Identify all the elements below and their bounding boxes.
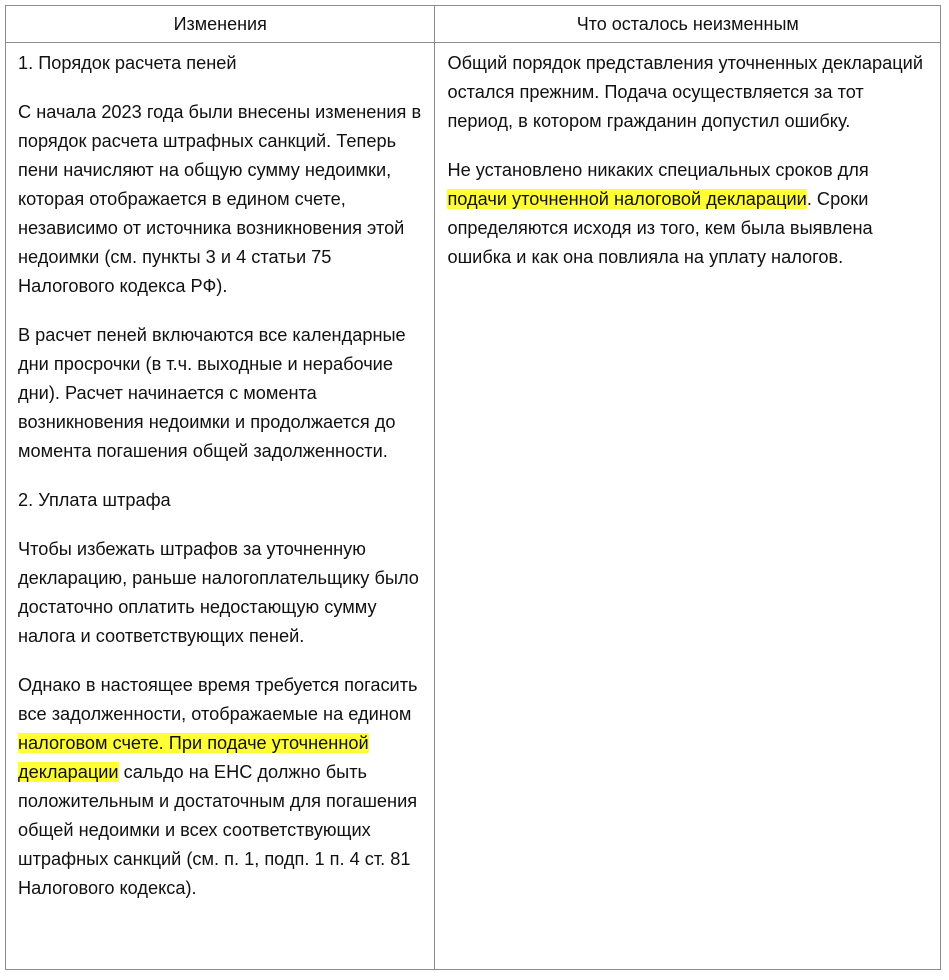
highlighted-text: подачи уточненной налоговой декларации (447, 189, 807, 209)
section-1-title: 1. Порядок расчета пеней (18, 53, 237, 73)
section-1-paragraph-1: С начала 2023 года были внесены изменения в порядок расчета штрафных санкций. Теперь пени начисляют на общую сумму недоимки, которая отображается в едином счете, независимо от источника возникновения этой недоимки (см. пункты 3 и 4 статьи 75 Налогового кодекса РФ). (18, 102, 422, 296)
header-changes: Изменения (6, 6, 435, 43)
unchanged-paragraph-1: Общий порядок представления уточненных деклараций остался прежним. Подача осуществляется за тот период, в котором гражданин допустил ошибку. (447, 53, 923, 131)
header-row (6, 6, 941, 43)
highlighted-text: налоговом счете. При подаче уточненной декларации (18, 733, 369, 782)
section-2-title: 2. Уплата штрафа (18, 490, 171, 510)
section-2-paragraph-2 (18, 671, 422, 903)
content-row (6, 43, 941, 970)
unchanged-cell (435, 43, 941, 970)
section-1-paragraph-2: В расчет пеней включаются все календарные дни просрочки (в т.ч. выходные и нерабочие дни). Расчет начинается с момента возникновения недоимки и продолжается до момента погашения общей задолженности. (18, 325, 406, 461)
unchanged-text-after: . Сроки определяются исходя из того, кем была выявлена ошибка и как она повлияла на уплату налогов. (447, 189, 873, 267)
section-2-text-before: Однако в настоящее время требуется погасить все задолженности, отображаемые на едином (18, 675, 418, 724)
unchanged-text-before: Не установлено никаких специальных сроков для (447, 160, 869, 180)
section-2-paragraph-1: Чтобы избежать штрафов за уточненную декларацию, раньше налогоплательщику было достаточно оплатить недостающую сумму налога и соответствующих пеней. (18, 539, 419, 646)
section-2-text-after: сальдо на ЕНС должно быть положительным и достаточным для погашения общей недоимки и всех соответствующих штрафных санкций (см. п. 1, подп. 1 п. 4 ст. 81 Налогового кодекса). (18, 762, 418, 898)
header-unchanged: Что осталось неизменным (435, 6, 941, 43)
unchanged-paragraph-2 (447, 156, 928, 272)
comparison-table (5, 5, 941, 970)
changes-cell (6, 43, 435, 970)
